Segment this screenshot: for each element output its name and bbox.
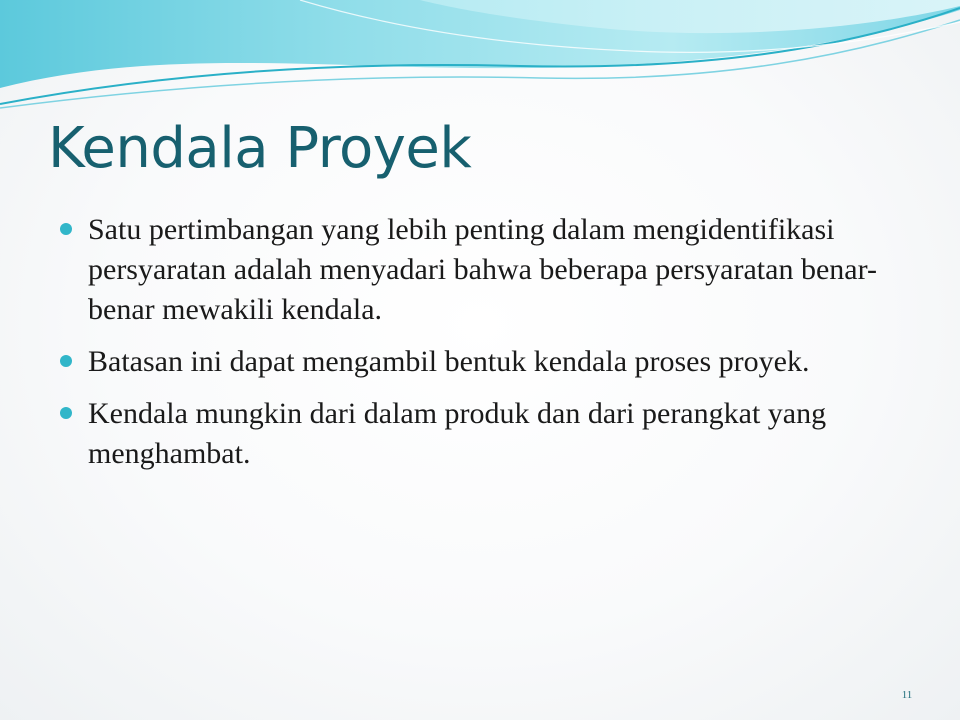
bullet-item xyxy=(60,210,900,330)
bullet-marker-icon xyxy=(60,407,72,419)
bullet-text: Kendala mungkin dari dalam produk dan dari perangkat yang menghambat. xyxy=(88,397,827,470)
bullet-text: Satu pertimbangan yang lebih penting dalam mengidentifikasi persyaratan adalah menyadari bahwa beberapa persyaratan benar-benar mewakili kendala. xyxy=(88,213,877,326)
bullet-text: Batasan ini dapat mengambil bentuk kendala proses proyek. xyxy=(88,345,810,378)
bullet-item xyxy=(60,394,900,474)
bullet-item xyxy=(60,342,900,382)
bullet-marker-icon xyxy=(60,223,72,235)
page-number: 11 xyxy=(901,689,913,701)
wave-header-decoration xyxy=(0,0,960,115)
bullet-list xyxy=(60,210,900,486)
bullet-marker-icon xyxy=(60,355,72,367)
slide-title: Kendala Proyek xyxy=(48,116,472,181)
